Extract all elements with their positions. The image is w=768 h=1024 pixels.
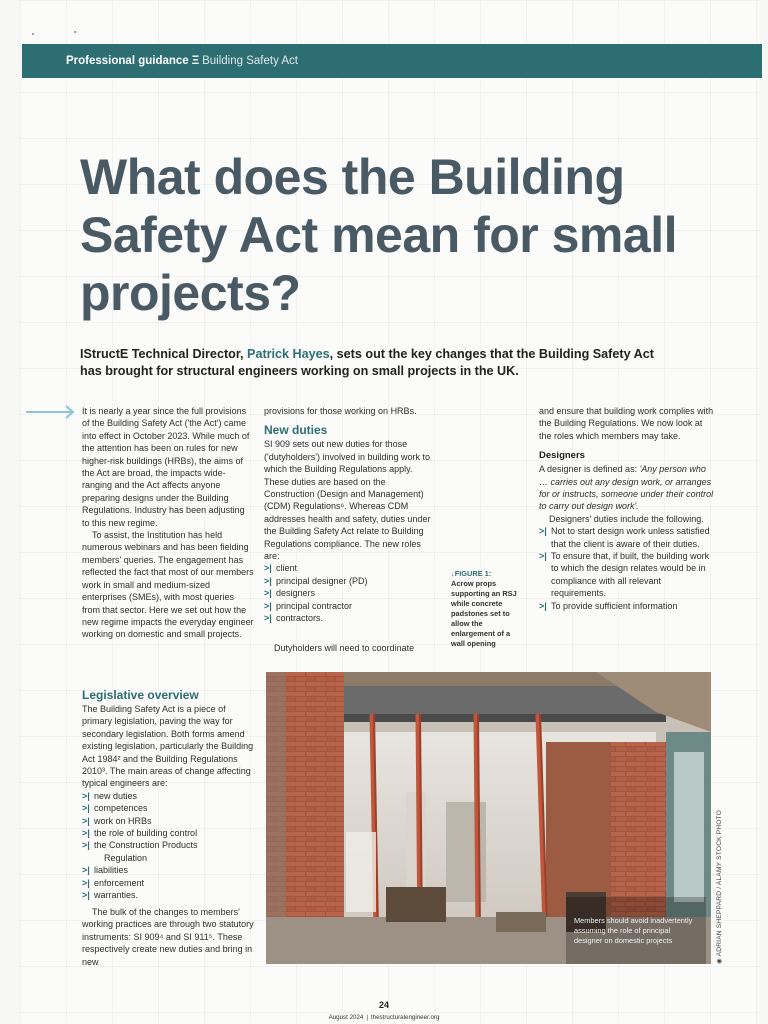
designers-definition: A designer is defined as: 'Any person who … carries out any design work, or arranges for or instructs, someone under their control to carry out design work'. xyxy=(539,464,714,512)
figure-caption xyxy=(451,569,525,649)
designers-heading: Designers xyxy=(539,450,585,462)
arrow-bullet-icon: >| xyxy=(264,600,272,611)
list-item: >| To provide sufficient information xyxy=(539,600,678,611)
column-1-end xyxy=(82,906,254,968)
list-item: >| Not to start design work unless satisfied that the client is aware of their duties. xyxy=(539,526,710,549)
issue-date: August 2024 xyxy=(328,1014,364,1021)
intro-paragraph-2: To assist, the Institution has held numerous webinars and has been fielding members' queries. The engagement has reflected the fact that most of our members work in small and medium-sized enterprises (SMEs), with most queries from that sector. Here we set out how the new regime impacts the everyday engineer working on domestic and small projects. xyxy=(82,530,254,640)
list-item: >| enforcement xyxy=(82,877,145,888)
arrow-bullet-icon: >| xyxy=(264,613,272,624)
list-item: >| liabilities xyxy=(82,865,129,876)
arrow-bullet-icon: >| xyxy=(82,865,90,876)
new-duties-paragraph: SI 909 sets out new duties for those ('dutyholders') involved in building work to which the Building Regulations apply. These duties are based on the Construction (Design and Management) (CDM) Regulations⁶. Whereas CDM addresses health and safety, duties under the Building Safety Act relate to Building Regulations compliance. The new roles are: xyxy=(264,439,431,562)
arrow-bullet-icon: >| xyxy=(264,563,272,574)
list-item: >| principal contractor xyxy=(264,600,353,611)
column-1 xyxy=(82,405,254,641)
arrow-bullet-icon: >| xyxy=(539,600,547,611)
list-item-continuation: Regulation xyxy=(104,852,148,863)
footer-issue-line: August 2024 | thestructuralengineer.org xyxy=(328,1014,440,1021)
standfirst-rest: , sets out the key changes that the Building Safety Act has brought for structural engineers working on small projects in the UK. xyxy=(80,347,654,378)
legislative-list xyxy=(82,790,254,902)
list-item: >| contractors. xyxy=(264,613,324,624)
arrow-bullet-icon: >| xyxy=(82,840,90,851)
arrow-bullet-icon: >| xyxy=(82,828,90,839)
column-3 xyxy=(539,405,715,612)
section-header-bar xyxy=(22,44,762,78)
arrow-bullet-icon: >| xyxy=(82,790,90,801)
column-1-legislative xyxy=(82,682,254,902)
camera-icon: ◉ xyxy=(716,958,723,964)
legislative-paragraph-1: The Building Safety Act is a piece of primary legislation, paving the way for secondary legislation. Both forms amend existing legislation, particularly the Building Act 1984² and the Building Regulations 2010³. The main areas of change affecting typical engineers are: xyxy=(82,704,254,789)
column-2 xyxy=(264,405,434,625)
figure-caption-text: Acrow props supporting an RSJ while concrete padstones set to allow the enlargement of a wall opening xyxy=(451,579,517,648)
column-3-lead: and ensure that building work complies with the Building Regulations. We now look at the roles which members may take. xyxy=(539,406,714,441)
arrow-bullet-icon: >| xyxy=(539,526,547,537)
intro-paragraph-1: It is nearly a year since the full provisions of the Building Safety Act ('the Act') came into effect in October 2023. While much of the attention has been on rules for new higher-risk buildings (HRBs), the aims of the Act are broad, the impacts wide-ranging and the Act affects anyone preparing designs under the Building Regulations. Industry has been adjusting to this new regime. xyxy=(82,406,250,528)
arrow-bullet-icon: >| xyxy=(539,551,547,562)
article-title: What does the Building Safety Act mean for small projects? xyxy=(80,149,677,321)
figure-label: ↓FIGURE 1: xyxy=(451,569,492,578)
new-duties-list xyxy=(264,562,434,624)
list-item: >| warranties. xyxy=(82,890,139,901)
list-item: >| To ensure that, if built, the building work to which the design relates would be in compliance with all relevant requirements. xyxy=(539,551,710,599)
new-duties-heading: New duties xyxy=(264,423,328,438)
print-speck xyxy=(74,31,76,33)
arrow-bullet-icon: >| xyxy=(264,588,272,599)
page-number: 24 xyxy=(378,1000,389,1010)
list-item: >| the role of building control xyxy=(82,828,198,839)
list-item: >| principal designer (PD) xyxy=(264,575,368,586)
designers-duties-list xyxy=(539,525,715,612)
topic-label: Building Safety Act xyxy=(202,55,299,67)
designer-definition-quote: 'Any person who … carries out any design work, or arranges for or instructs, someone under their control to carry out design work'. xyxy=(539,464,714,512)
list-item: >| competences xyxy=(82,803,148,814)
arrow-bullet-icon: >| xyxy=(264,575,272,586)
legislative-heading: Legislative overview xyxy=(82,688,199,702)
list-item: >| new duties xyxy=(82,790,138,801)
list-item: >| designers xyxy=(264,588,316,599)
list-item: >| client xyxy=(264,563,298,574)
arrow-bullet-icon: >| xyxy=(82,815,90,826)
arrow-icon xyxy=(26,404,78,420)
legislative-paragraph-2: The bulk of the changes to members' working practices are through two statutory instruments: SI 909⁴ and SI 911⁵. These respectively create new duties and bring in new xyxy=(82,907,254,967)
standfirst-lead: IStructE Technical Director, xyxy=(80,347,248,361)
designers-duties-intro: Designers' duties include the following. xyxy=(549,513,704,524)
section-separator: Ξ xyxy=(191,55,200,67)
column-2-end xyxy=(264,642,434,654)
photo-overlay-caption: Members should avoid inadvertently assuming the role of principal designer on domestic projects xyxy=(574,916,693,945)
section-label: Professional guidance xyxy=(66,55,189,67)
list-item: >| the Construction Products xyxy=(82,840,198,851)
column-2-lead: provisions for those working on HRBs. xyxy=(264,406,417,416)
arrow-bullet-icon: >| xyxy=(82,890,90,901)
photo-credit: ◉ ADRIAN SHEPPARD / ALAMY STOCK PHOTO xyxy=(716,809,723,964)
arrow-bullet-icon: >| xyxy=(82,877,90,888)
author-name: Patrick Hayes xyxy=(247,347,330,361)
arrow-bullet-icon: >| xyxy=(82,803,90,814)
print-speck xyxy=(32,33,34,35)
standfirst xyxy=(80,346,660,380)
website-url: thestructuralengineer.org xyxy=(370,1014,440,1021)
dutyholders-paragraph: Dutyholders will need to coordinate xyxy=(274,643,415,653)
list-item: >| work on HRBs xyxy=(82,815,152,826)
